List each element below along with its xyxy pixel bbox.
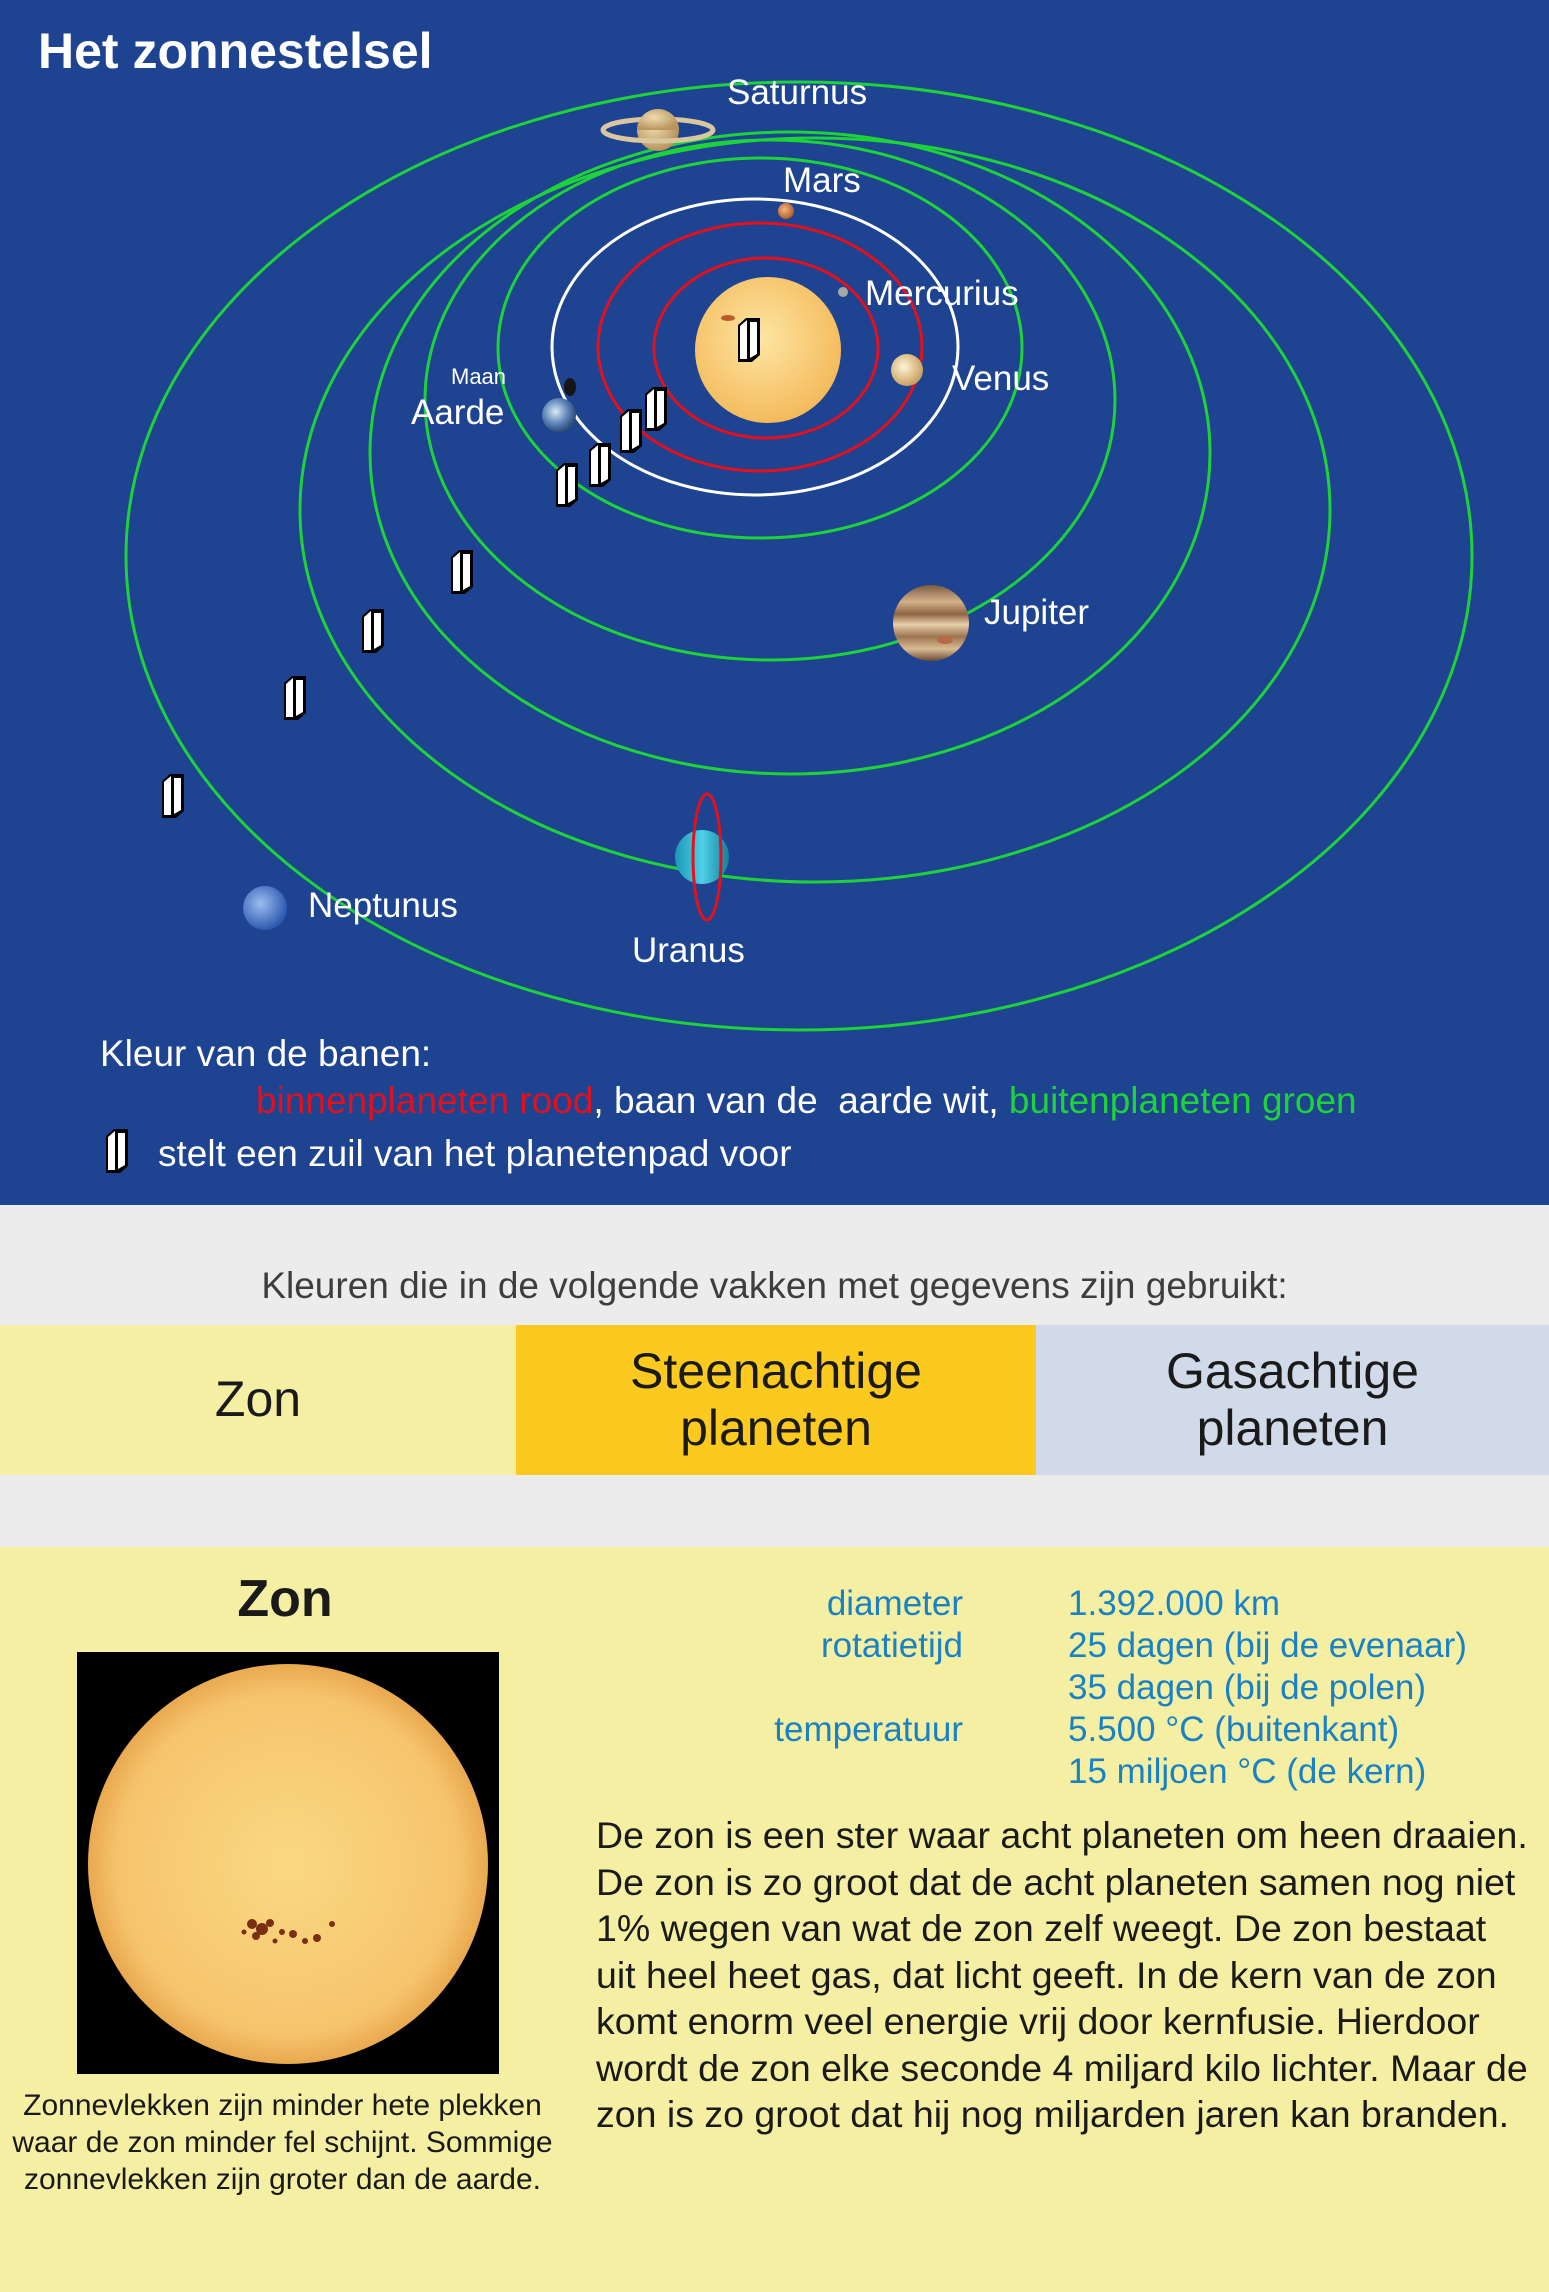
fact-value-temp-buitenkant: 5.500 °C (buitenkant)	[1068, 1710, 1400, 1749]
label-mercurius: Mercurius	[865, 274, 1019, 313]
pillar-saturnus-icon	[362, 609, 384, 653]
fact-label-rotatietijd: rotatietijd	[820, 1626, 963, 1665]
color-key-zon-label: Zon	[214, 1371, 302, 1428]
zon-panel	[0, 1547, 1549, 2292]
neptune-icon	[243, 886, 287, 930]
fact-value-diameter: 1.392.000 km	[1068, 1584, 1281, 1623]
fact-value-rotatie-evenaar: 25 dagen (bij de evenaar)	[1068, 1626, 1467, 1665]
sun-photo	[77, 1652, 499, 2074]
fact-value-rotatie-polen: 35 dagen (bij de polen)	[1068, 1668, 1427, 1707]
venus-icon	[891, 354, 923, 386]
orbit-uranus	[300, 138, 1330, 882]
pillar-mars-icon	[556, 463, 578, 507]
label-maan: Maan	[451, 364, 507, 389]
page-title: Het zonnestelsel	[38, 23, 433, 79]
zon-description: De zon is een ster waar acht planeten om heen draaien. De zon is zo groot dat de acht planeten samen nog niet 1% wegen van wat de zon zelf weegt. De zon bestaat uit heel heet gas, dat licht geeft. In de kern van de zon komt enorm veel energie vrij door kernfusie. Hierdoor wordt de zon elke seconde 4 miljard kilo lichter. Maar de zon is zo groot dat hij nog miljarden jaren kan branden.	[596, 1814, 1528, 2135]
label-uranus: Uranus	[632, 931, 745, 970]
sun-photo-icon	[77, 1652, 499, 2074]
legend-earth: , baan van de aarde wit,	[593, 1080, 1009, 1121]
mars-icon	[778, 203, 794, 219]
color-key-gasachtige-label: Gasachtige planeten	[1166, 1342, 1419, 1456]
color-key-gasachtige	[1036, 1325, 1549, 1475]
fact-value-temp-kern: 15 miljoen °C (de kern)	[1068, 1752, 1427, 1791]
legend-orbit-colors	[256, 1080, 1357, 1122]
label-mars: Mars	[783, 161, 861, 200]
pillar-jupiter-icon	[451, 550, 473, 594]
label-aarde: Aarde	[411, 393, 505, 432]
earth-icon	[542, 398, 576, 432]
moon-icon	[564, 378, 576, 396]
pillar-aarde-icon	[589, 443, 611, 487]
pillar-uranus-icon	[284, 676, 306, 720]
mercury-icon	[838, 287, 848, 297]
jupiter-icon	[893, 585, 969, 661]
pillar-sun-icon	[738, 318, 760, 362]
label-neptunus: Neptunus	[308, 886, 458, 925]
pillar-venus-icon	[620, 409, 642, 453]
label-venus: Venus	[952, 359, 1050, 398]
legend-pillar-text: stelt een zuil van het planetenpad voor	[158, 1133, 792, 1174]
legend-title: Kleur van de banen:	[100, 1033, 432, 1074]
pillar-neptunus-icon	[162, 774, 184, 818]
orbit-saturnus	[370, 132, 1210, 774]
label-jupiter: Jupiter	[984, 593, 1090, 632]
zon-heading: Zon	[237, 1570, 333, 1628]
fact-label-temperatuur: temperatuur	[774, 1710, 963, 1749]
fact-label-empty	[774, 1751, 963, 1793]
fact-values	[1068, 1583, 1467, 1793]
sun-photo-caption: Zonnevlekken zijn minder hete plekken waar de zon minder fel schijnt. Sommige zonnevlekken zijn groter dan de aarde.	[12, 2089, 553, 2196]
color-key-steenachtige	[516, 1325, 1036, 1475]
pillar-mercurius-icon	[645, 387, 667, 431]
fact-labels	[774, 1583, 963, 1793]
fact-label-empty	[774, 1667, 963, 1709]
legend-inner: binnenplaneten rood	[256, 1080, 594, 1121]
color-key-caption: Kleuren die in de volgende vakken met gegevens zijn gebruikt:	[261, 1265, 1288, 1306]
color-key-zon	[0, 1325, 516, 1475]
legend-pillar-icon	[106, 1129, 128, 1173]
label-saturnus: Saturnus	[727, 73, 868, 112]
sun-icon	[695, 277, 841, 423]
color-key-steenachtige-label: Steenachtige planeten	[630, 1342, 922, 1456]
legend-outer: buitenplaneten groen	[1008, 1080, 1357, 1121]
fact-label-diameter: diameter	[826, 1584, 963, 1623]
uranus-icon	[675, 794, 729, 920]
